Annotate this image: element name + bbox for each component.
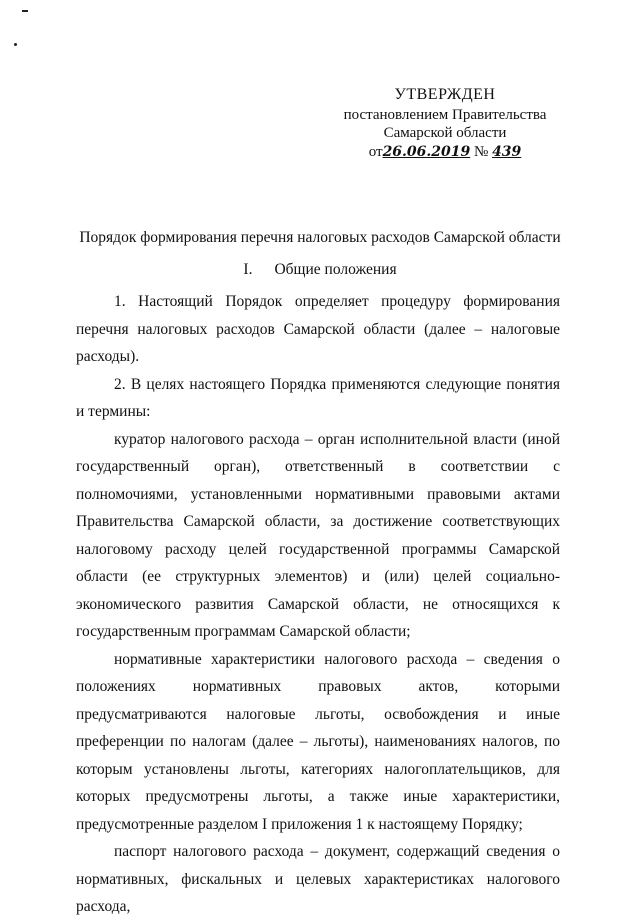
approval-line: постановлением Правительства — [343, 107, 547, 123]
date-prefix: от — [368, 144, 383, 160]
scan-mark — [22, 10, 28, 12]
paragraph: куратор налогового расхода – орган исполнительной власти (иной государственный орган), ответственный в соответствии с полномочиями, установленными нормативными правовыми актами Правительства Самарской области, за достижение соответствующих налоговому расходу целей государственной программы Самарской области (ее структурных элементов) и (или) целей социально-экономического развития Самарской области, не относящихся к государственным программам Самарской области; — [76, 430, 560, 640]
section-heading — [0, 261, 640, 279]
number-label: № — [474, 144, 489, 160]
document-body — [76, 288, 560, 921]
approval-title: УТВЕРЖДЕН — [394, 86, 496, 103]
document-title: Порядок формирования перечня налоговых расходов Самарской области — [79, 229, 561, 246]
section-title: Общие положения — [274, 261, 397, 278]
approval-stamp-block — [330, 86, 560, 161]
handwritten-number: 439 — [492, 144, 522, 160]
handwritten-date: 26.06.2019 — [382, 144, 471, 160]
section-number: I. — [243, 261, 253, 278]
approval-line: Самарской области — [383, 125, 507, 141]
approval-date-line — [330, 143, 560, 161]
paragraph: 2. В целях настоящего Порядка применяются следующие понятия и термины: — [76, 375, 560, 420]
paragraph: паспорт налогового расхода – документ, содержащий сведения о нормативных, фискальных и целевых характеристиках налогового расхода, — [76, 843, 560, 915]
paragraph: 1. Настоящий Порядок определяет процедуру формирования перечня налоговых расходов Самарской области (далее – налоговые расходы). — [76, 293, 560, 365]
scan-mark — [14, 43, 17, 46]
paragraph: нормативные характеристики налогового расхода – сведения о положениях нормативных правовых актов, которыми предусматриваются налоговые льготы, освобождения и иные преференции по налогам (далее – льготы), наименованиях налогов, по которым установлены льготы, категориях налогоплательщиков, для которых предусмотрены льготы, а также иные характеристики, предусмотренные разделом I приложения 1 к настоящему Порядку; — [76, 650, 560, 833]
